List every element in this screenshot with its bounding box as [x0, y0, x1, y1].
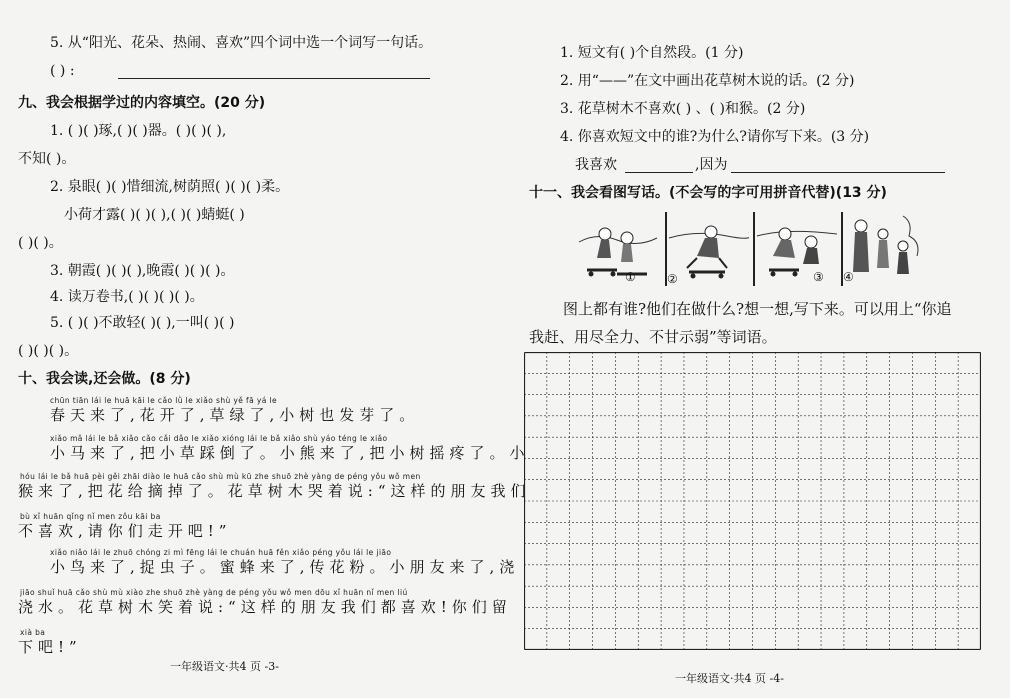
picture-number-2: ②	[667, 272, 678, 286]
reading-pinyin-7: xià ba	[20, 628, 46, 637]
q-line-1: 1. 短文有( )个自然段。(1 分)	[560, 45, 744, 61]
s9-line-7: 4. 读万卷书,( )( )( )( )。	[50, 289, 204, 305]
s9-line-2: 不知( )。	[18, 151, 76, 167]
s9-line-9: ( )( )( )。	[18, 343, 79, 359]
prompt-line-2: 我赶、用尽全力、不甘示弱”等词语。	[529, 328, 777, 346]
reading-hanzi-6: 浇水。花草树木笑着说:“这样的朋友我们都喜欢!你们留	[18, 598, 512, 616]
reading-hanzi-2: 小马来了,把小草踩倒了。小熊来了,把小树摇疼了。小	[50, 444, 530, 462]
answer-like-label: 我喜欢	[575, 157, 617, 173]
kids-with-adult-icon	[843, 212, 937, 286]
s9-line-5: ( )( )。	[18, 235, 63, 251]
writing-grid[interactable]	[524, 352, 981, 650]
reading-hanzi-1: 春天来了,花开了,草绿了,小树也发芽了。	[50, 406, 420, 424]
q5-answer-prefix: ( ) :	[50, 63, 75, 79]
reading-pinyin-3: hóu lái le bǎ huā pèi gěi zhāi diào le huā cǎo shù mù kū zhe shuō zhè yàng de péng yǒu wǒ men	[20, 472, 421, 481]
reading-pinyin-6: jiāo shuǐ huā cǎo shù mù xiào zhe shuō zhè yàng de péng yǒu wǒ men dōu xǐ huān nǐ men liú	[20, 588, 408, 597]
left-footer: 一年级语文·共4 页 -3-	[170, 660, 279, 673]
reading-pinyin-1: chūn tiān lái le huā kāi le cǎo lǜ le xiǎo shù yě fā yá le	[50, 396, 277, 405]
section11-title: 十一、我会看图写话。(不会写的字可用拼音代替)(13 分)	[529, 185, 887, 201]
reading-hanzi-7: 下吧!”	[18, 638, 82, 656]
picture-number-4: ④	[843, 270, 854, 284]
s9-line-3: 2. 泉眼( )( )惜细流,树荫照( )( )( )柔。	[50, 179, 290, 195]
right-footer: 一年级语文·共4 页 -4-	[675, 672, 784, 685]
s9-line-1: 1. ( )( )琢,( )( )器。( )( )( ),	[50, 123, 227, 139]
answer-like-line	[625, 172, 693, 173]
section10-title: 十、我会读,还会做。(8 分)	[18, 371, 191, 387]
reading-pinyin-2: xiǎo mǎ lái le bǎ xiǎo cǎo cǎi dǎo le xiǎo xióng lái le bǎ xiǎo shù yáo téng le xiǎo	[50, 434, 388, 443]
picture-strip	[577, 212, 937, 288]
picture-3	[753, 212, 837, 286]
section9-title: 九、我会根据学过的内容填空。(20 分)	[18, 95, 266, 111]
right-page	[505, 0, 1010, 698]
reading-pinyin-5: xiǎo niǎo lái le zhuō chóng zi mì fēng lái le chuán huā fěn xiǎo péng yǒu lái le jiāo	[50, 548, 392, 557]
picture-number-1: ①	[625, 270, 636, 284]
reading-hanzi-3: 猴来了,把花给摘掉了。花草树木哭着说:“这样的朋友我们	[18, 482, 531, 500]
answer-because-line	[731, 172, 945, 173]
reading-hanzi-4: 不喜欢,请你们走开吧!”	[18, 522, 232, 540]
picture-1	[577, 212, 659, 286]
q-line-4: 4. 你喜欢短文中的谁?为什么?请你写下来。(3 分)	[560, 129, 870, 145]
skateboard-kids-1-icon	[577, 212, 659, 286]
s9-line-6: 3. 朝霞( )( )( ),晚霞( )( )( )。	[50, 263, 235, 279]
s9-line-4: 小荷才露( )( )( ),( )( )蜻蜓( )	[64, 207, 245, 223]
skateboard-kids-3-icon	[755, 212, 837, 286]
q-line-3: 3. 花草树木不喜欢( ) 、( )和猴。(2 分)	[560, 101, 806, 117]
q5-answer-line	[118, 78, 430, 79]
prompt-line-1: 图上都有谁?他们在做什么?想一想,写下来。可以用上“你追	[563, 300, 952, 318]
reading-hanzi-5: 小鸟来了,捉虫子。蜜蜂来了,传花粉。小朋友来了,浇	[50, 558, 520, 576]
picture-number-3: ③	[813, 270, 824, 284]
q-line-2: 2. 用“——”在文中画出花草树木说的话。(2 分)	[560, 73, 855, 89]
answer-because-label: ,因为	[695, 157, 728, 173]
q5-prompt: 5. 从“阳光、花朵、热闹、喜欢”四个词中选一个词写一句话。	[50, 35, 433, 51]
skateboard-kids-2-icon	[667, 212, 749, 286]
reading-pinyin-4: bù xǐ huān qǐng nǐ men zǒu kāi ba	[20, 512, 161, 521]
s9-line-8: 5. ( )( )不敢轻( )( ),一叫( )( )	[50, 315, 235, 331]
